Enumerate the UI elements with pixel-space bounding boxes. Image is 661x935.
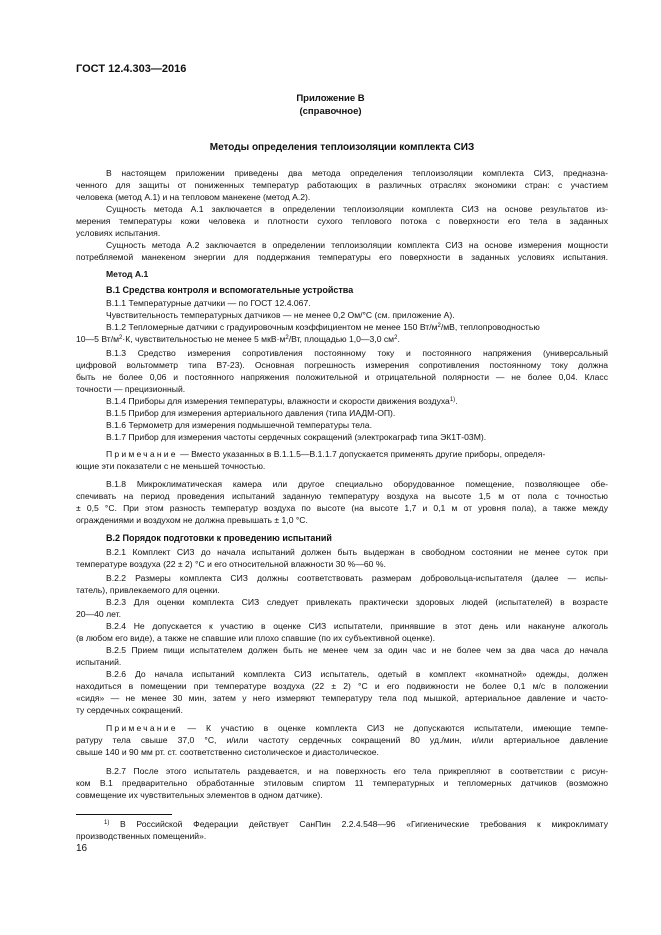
para-line: В.1.6 Термометр для измерения подмышечной температуры тела. xyxy=(106,420,372,430)
para-line: точности — прецизионный. xyxy=(76,384,186,394)
method-label: Метод А.1 xyxy=(106,269,149,279)
para-line: спечивать на период проведения испытаний заданную температуру воздуха на высоте 1,5 м от пола с точностью xyxy=(76,491,608,501)
para-line: ограждениями и воздухом не должна превышать ± 1,0 °С. xyxy=(76,515,308,525)
intro-line: мерения температуры кожи человека и плотности сухого теплового потока с поверхности его тела в заданных xyxy=(76,216,608,226)
para-line: В.1.2 Тепломерные датчики с градуировочным коэффициентом не менее 150 $Вт/м^2/мВ$, теплопроводностью xyxy=(106,322,540,332)
page-number: 16 xyxy=(76,843,88,854)
para-line: совмещение их чувствительных элементов в одном датчике). xyxy=(76,790,323,800)
para-line: находиться в помещении при температуре воздуха (22 ± 2) °С и его подвижности не более 0,1 м/с в положении xyxy=(76,681,608,691)
standard-header: ГОСТ 12.4.303—2016 xyxy=(76,63,187,75)
para-line: В.2.7 После этого испытатель раздевается, и на поверхность его тела прикрепляют в соответствии с рисун- xyxy=(106,766,608,776)
note-line: Примечание — К участию в оценке комплекта СИЗ не допускаются испытатели, имеющие темпе- xyxy=(106,723,608,733)
para-line: ту сердечных сокращений. xyxy=(76,705,183,715)
subsection-title: В.1 Средства контроля и вспомогательные устройства xyxy=(106,285,354,295)
note-line: Примечание — Вместо указанных в В.1.1.5—В.1.1.7 допускается применять другие приборы, определя- xyxy=(106,449,546,459)
para-line: испытаний. xyxy=(76,657,122,667)
note-label: Примечание xyxy=(106,449,178,459)
para-line: В.2.5 Прием пищи испытателем должен быть не менее чем за один час и не более чем за два часа до начала xyxy=(106,645,608,655)
note-line: ющие эти показатели с не меньшей точностью. xyxy=(76,461,266,471)
footnote-mark: 1) xyxy=(104,820,110,826)
footnote-ref: 1) xyxy=(449,397,456,403)
footnote-divider xyxy=(76,814,172,815)
para-line: 20—40 лет. xyxy=(76,609,121,619)
para-line: В.2.2 Размеры комплекта СИЗ должны соответствовать размерам добровольца-испытателя (далее — испы- xyxy=(106,573,608,583)
para-line: температуре воздуха (22 ± 2) °С и его относительной влажности 30 %—60 %. xyxy=(76,559,386,569)
intro-line: условиях испытания. xyxy=(76,228,161,238)
para-line: цифровой вольтомметр типа В7-23). Основная погрешность измерения сопротивления постоянному току должна xyxy=(76,360,608,370)
para-line: В.1.3 Средство измерения сопротивления постоянному току и постоянного напряжения (универсальный xyxy=(106,348,608,358)
para-line: быть не более 0,06 и постоянного напряжения положительной и отрицательной полярности — не более 0,04. Класс xyxy=(76,372,608,382)
para-line: «сидя» — не менее 30 мин, затем у него измеряют температуру тела под мышкой, артериальное давление и часто- xyxy=(76,693,608,703)
para-line: В.2.1 Комплект СИЗ до начала испытаний должен быть выдержан в свободном состоянии не менее суток при xyxy=(106,547,608,557)
intro-line: человека (метод А.1) и на тепловом манекене (метод А.2). xyxy=(76,192,311,202)
para-line: В.2.3 Для оценки комплекта СИЗ следует привлекать практически здоровых людей (испытателей) в возрасте xyxy=(106,597,608,607)
para-line: ком В.1 предварительно обработанные этиловым спиртом 11 температурных и тепломерных датчиков (возможно xyxy=(76,778,608,788)
para-line: Чувствительность температурных датчиков — не менее 0,2 Ом/°С (см. приложение А). xyxy=(106,310,455,320)
para-line: В.2.6 До начала испытаний комплекта СИЗ испытатель, одетый в комплект «комнатной» одежды, должен xyxy=(106,669,608,679)
note-label: Примечание xyxy=(106,723,178,733)
intro-line: потребляемой манекеном энергии для поддержания температуры его поверхности в заданных условиях испытания. xyxy=(76,252,608,262)
para-line: В.1.7 Прибор для измерения частоты сердечных сокращений (электрокаграф типа ЭК1Т-03М). xyxy=(106,432,487,442)
para-line: В.1.5 Прибор для измерения артериального давления (типа ИАДМ-ОП). xyxy=(106,408,396,418)
para-line: татель), привлекаемого для оценки. xyxy=(76,585,220,595)
para-line: В.1.1 Температурные датчики — по ГОСТ 12.4.067. xyxy=(106,298,311,308)
para-line: (в любом его виде), а также не спавшие или плохо спавшие (по их субъективной оценке). xyxy=(76,633,435,643)
subsection-title: В.2 Порядок подготовки к проведению испытаний xyxy=(106,533,332,543)
note-line: свыше 140 и 90 мм рт. ст. соответственно систолическое и диастолическое. xyxy=(76,747,379,757)
note-line: ратуру тела свыше 37,0 °С, и/или частоту сердечных сокращений 80 уд./мин, и/или артериальное давление xyxy=(76,735,608,745)
section-title: Методы определения теплоизоляции комплекта СИЗ xyxy=(209,142,475,153)
footnote-line: $^{1)}$ В Российской Федерации действует СанПин 2.2.4.548—96 «Гигиенические требования к микроклимату xyxy=(104,819,608,829)
intro-line: Сущность метода А.2 заключается в определении теплоизоляции комплекта СИЗ на основе измерения мощности xyxy=(106,240,608,250)
para-line: В.1.4 Приборы для измерения температуры, влажности и скорости движения воздуха$^{1)}$. xyxy=(106,396,458,406)
para-line: В.2.4 Не допускается к участию в оценке СИЗ испытатели, принявшие в этот день или накануне алкоголь xyxy=(106,621,608,631)
appendix-subtitle: (справочное) xyxy=(299,106,362,117)
para-line: В.1.8 Микроклиматическая камера или другое специально оборудованное помещение, позволяющее обе- xyxy=(106,479,608,489)
intro-line: Сущность метода А.1 заключается в определении теплоизоляции комплекта СИЗ на основе результатов из- xyxy=(106,204,608,214)
appendix-title: Приложение В xyxy=(296,93,365,104)
intro-line: В настоящем приложении приведены два метода определения теплоизоляции комплекта СИЗ, предназна- xyxy=(106,168,608,178)
para-line: ± 0,5 °С. При этом разность температур воздуха по высоте (на высоте 1,7 и 0,1 м от уровня пола), а также между xyxy=(76,503,608,513)
footnote-line: производственных помещений». xyxy=(76,831,207,841)
intro-line: ченного для защиты от пониженных температур работающих в различных отраслях экономики стран: с участием xyxy=(76,180,608,190)
para-line: 10—5 $Вт/м^2\cdot К$, чувствительностью не менее 5 $мкВ\cdot м^2/Вт$, площадью 1,0—3,0 $см^2$. xyxy=(76,334,400,344)
